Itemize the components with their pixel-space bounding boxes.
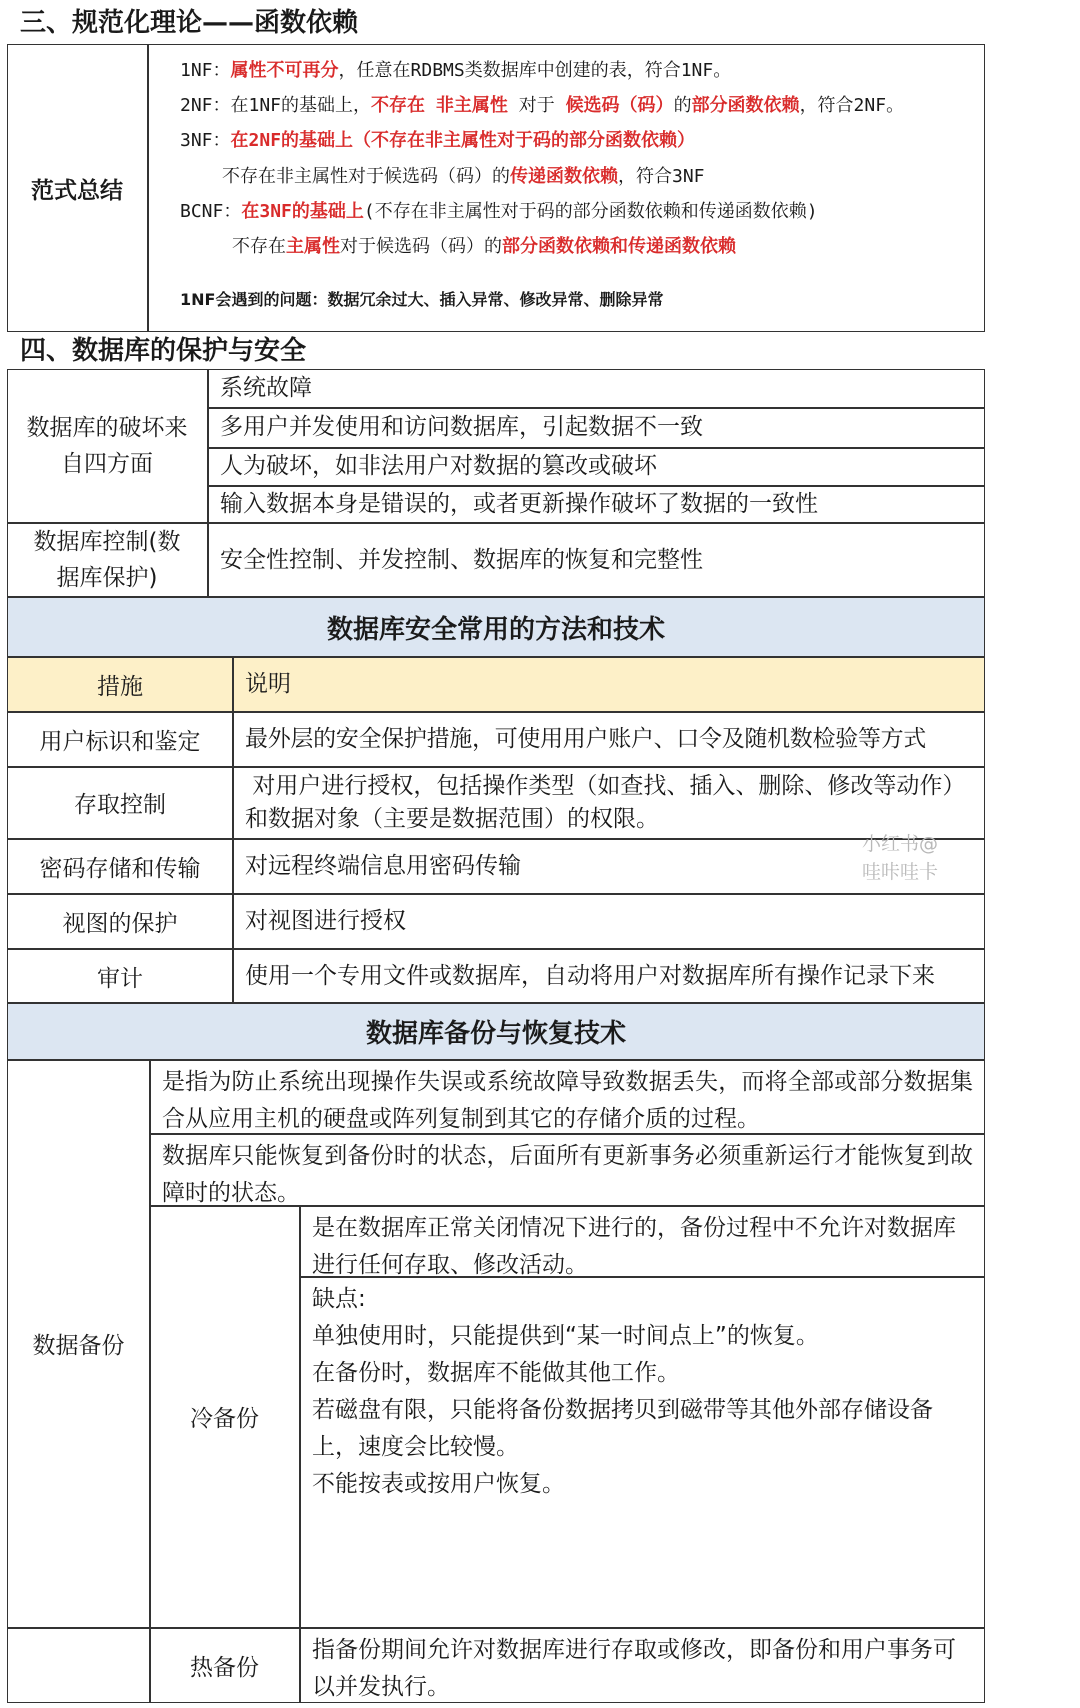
nf-line-bcnf-detail: 不存在主属性对于候选码（码）的部分函数依赖和传递函数依赖 [232, 236, 736, 257]
desc-cell: 对视图进行授权 [245, 907, 406, 934]
desc-cell: 使用一个专用文件或数据库，自动将用户对数据库所有操作记录下来 [245, 962, 935, 989]
nf-summary-label: 范式总结 [31, 177, 123, 204]
cold-backup-desc: 是在数据库正常关闭情况下进行的，备份过程中不允许对数据库进行任何存取、修改活动。 [312, 1215, 956, 1278]
security-heading: 数据库安全常用的方法和技术 [8, 598, 984, 656]
backup-recovery-note: 数据库只能恢复到备份时的状态，后面所有更新事务必须重新运行才能恢复到故障时的状态。 [162, 1143, 973, 1206]
cons-item: 在备份时，数据库不能做其他工作。 [312, 1360, 680, 1386]
section-4-title: 四、数据库的保护与安全 [20, 336, 307, 366]
cons-item: 单独使用时，只能提供到“某一时间点上”的恢复。 [312, 1323, 819, 1349]
desc-cell: 最外层的安全保护措施，可使用用户账户、口令及随机数检验等方式 [245, 725, 927, 752]
desc-cell: 对远程终端信息用密码传输 [245, 852, 521, 879]
col-header-measure: 措施 [97, 673, 143, 700]
nf-line-1nf: 1NF：属性不可再分，任意在RDBMS类数据库中创建的表，符合1NF。 [180, 60, 732, 81]
control-label: 数据库控制(数据库保护) [33, 529, 181, 591]
cold-backup-cons [300, 1277, 985, 1627]
backup-label: 数据备份 [32, 1333, 125, 1359]
hot-backup-label: 热备份 [190, 1655, 259, 1681]
damage-item: 人为破坏，如非法用户对数据的篡改或破坏 [220, 453, 657, 479]
measure-cell: 存取控制 [74, 792, 166, 818]
measure-cell: 用户标识和鉴定 [39, 728, 201, 755]
damage-item: 系统故障 [220, 374, 312, 401]
nf-issues: 1NF会遇到的问题：数据冗余过大、插入异常、修改异常、删除异常 [180, 290, 664, 309]
cons-heading: 缺点: [312, 1286, 366, 1312]
hot-backup-desc: 指备份期间允许对数据库进行存取或修改，即备份和用户事务可以并发执行。 [312, 1637, 956, 1700]
measure-cell: 视图的保护 [62, 910, 178, 937]
nf-line-3nf-detail: 不存在非主属性对于候选码（码）的传递函数依赖，符合3NF [222, 166, 705, 187]
desc-cell: 对用户进行授权，包括操作类型（如查找、插入、删除、修改等动作）和数据对象（主要是数据范围）的权限。 [245, 772, 966, 832]
nf-line-2nf: 2NF：在1NF的基础上，不存在 非主属性 对于 候选码（码）的部分函数依赖，符合2NF。 [180, 95, 905, 116]
control-value: 安全性控制、并发控制、数据库的恢复和完整性 [220, 546, 703, 573]
damage-item: 多用户并发使用和访问数据库，引起数据不一致 [220, 414, 703, 440]
backup-desc: 是指为防止系统出现操作失误或系统故障导致数据丢失，而将全部或部分数据集合从应用主机的硬盘或阵列复制到其它的存储介质的过程。 [162, 1069, 973, 1132]
damage-item: 输入数据本身是错误的，或者更新操作破坏了数据的一致性 [220, 490, 818, 517]
measure-cell: 审计 [97, 965, 143, 992]
cons-item: 不能按表或按用户恢复。 [312, 1471, 565, 1497]
measure-cell: 密码存储和传输 [39, 855, 201, 882]
nf-line-3nf: 3NF：在2NF的基础上（不存在非主属性对于码的部分函数依赖） [180, 130, 696, 151]
watermark: 小红书@ 哇咔哇卡 [862, 833, 939, 883]
col-header-desc: 说明 [245, 670, 291, 697]
section-3-title: 三、规范化理论——函数依赖 [20, 8, 359, 38]
damage-label: 数据库的破坏来自四方面 [26, 414, 188, 477]
cons-item: 若磁盘有限，只能将备份数据拷贝到磁带等其他外部存储设备上，速度会比较慢。 [312, 1397, 933, 1460]
backup-heading: 数据库备份与恢复技术 [8, 1004, 984, 1059]
nf-divider [147, 44, 149, 332]
nf-line-bcnf: BCNF：在3NF的基础上(不存在非主属性对于码的部分函数依赖和传递函数依赖) [180, 201, 818, 222]
cold-backup-label: 冷备份 [190, 1406, 259, 1432]
